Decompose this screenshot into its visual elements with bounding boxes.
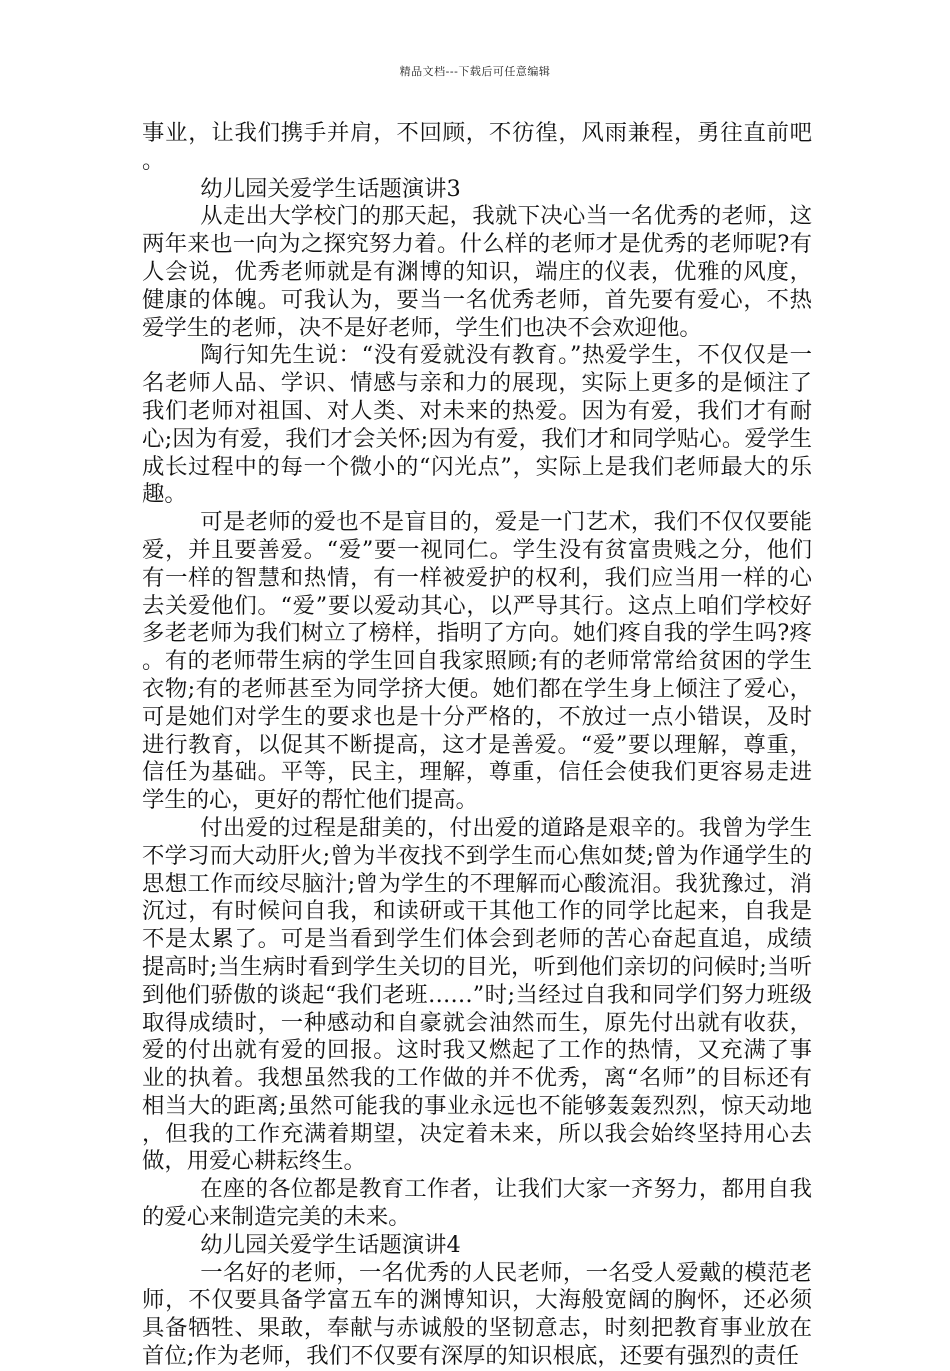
paragraph: 付出爱的过程是甜美的，付出爱的道路是艰辛的。我曾为学生不学习而大动肝火;曾为半夜找不到学生而心焦如焚;曾为作通学生的思想工作而绞尽脑汁;曾为学生的不理解而心酸流泪。我犹豫过，消沉过，有时候问自我，和读研或干其他工作的同学比起来，自我是不是太累了。可是当看到学生们体会到老师的苦心奋起直追，成绩提高时;当生病时看到学生关切的目光，听到他们亲切的问候时;当听到他们骄傲的谈起“我们老班……”时;当经过自我和同学们努力班级取得成绩时，一种感动和自豪就会油然而生，原先付出就有收获，爱的付出就有爱的回报。这时我又燃起了工作的热情，又充满了事业的执着。我想虽然我的工作做的并不优秀，离“名师”的目标还有相当大的距离;虽然可能我的事业永远也不能够轰轰烈烈，惊天动地，但我的工作充满着期望，决定着未来，所以我会始终坚持用心去做，用爱心耕耘终生。 (142, 814, 812, 1175)
paragraph: 一名好的老师，一名优秀的人民老师，一名受人爱戴的模范老师，不仅要具备学富五车的渊博知识，大海般宽阔的胸怀，还必须具备牺牲、果敢，奉献与赤诚般的坚韧意志，时刻把教育事业放在首位;作为老师，我们不仅要有深厚的知识根底，还要有强烈的责任 (142, 1259, 812, 1370)
paragraph: 在座的各位都是教育工作者，让我们大家一齐努力，都用自我的爱心来制造完美的未来。 (142, 1176, 812, 1231)
paragraph: 陶行知先生说：“没有爱就没有教育。”热爱学生，不仅仅是一名老师人品、学识、情感与亲和力的展现，实际上更多的是倾注了我们老师对祖国、对人类、对未来的热爱。因为有爱，我们才有耐心;因为有爱，我们才会关怀;因为有爱，我们才和同学贴心。爱学生成长过程中的每一个微小的“闪光点”，实际上是我们老师最大的乐趣。 (142, 342, 812, 508)
paragraph: 从走出大学校门的那天起，我就下决心当一名优秀的老师，这两年来也一向为之探究努力着。什么样的老师才是优秀的老师呢?有人会说，优秀老师就是有渊博的知识，端庄的仪表，优雅的风度，健康的体魄。可我认为，要当一名优秀老师，首先要有爱心，不热爱学生的老师，决不是好老师，学生们也决不会欢迎他。 (142, 203, 812, 341)
section-heading-3: 幼儿园关爱学生话题演讲3 (200, 175, 461, 202)
page-header: 精品文档---下载后可任意编辑 (399, 65, 551, 78)
section-heading-4: 幼儿园关爱学生话题演讲4 (200, 1231, 461, 1258)
paragraph-continuation: 事业，让我们携手并肩，不回顾，不彷徨，风雨兼程，勇往直前吧。 (142, 120, 812, 174)
document-body (142, 120, 812, 1371)
paragraph: 可是老师的爱也不是盲目的，爱是一门艺术，我们不仅仅要能爱，并且要善爱。“爱”要一视同仁。学生没有贫富贵贱之分，他们有一样的智慧和热情，有一样被爱护的权利，我们应当用一样的心去关爱他们。“爱”要以爱动其心，以严导其行。这点上咱们学校好多老老师为我们树立了榜样，指明了方向。她们疼自我的学生吗?疼。有的老师带生病的学生回自我家照顾;有的老师常常给贫困的学生衣物;有的老师甚至为同学挤大便。她们都在学生身上倾注了爱心，可是她们对学生的要求也是十分严格的，不放过一点小错误，及时进行教育，以促其不断提高，这才是善爱。“爱”要以理解，尊重，信任为基础。平等，民主，理解，尊重，信任会使我们更容易走进学生的心，更好的帮忙他们提高。 (142, 509, 812, 814)
